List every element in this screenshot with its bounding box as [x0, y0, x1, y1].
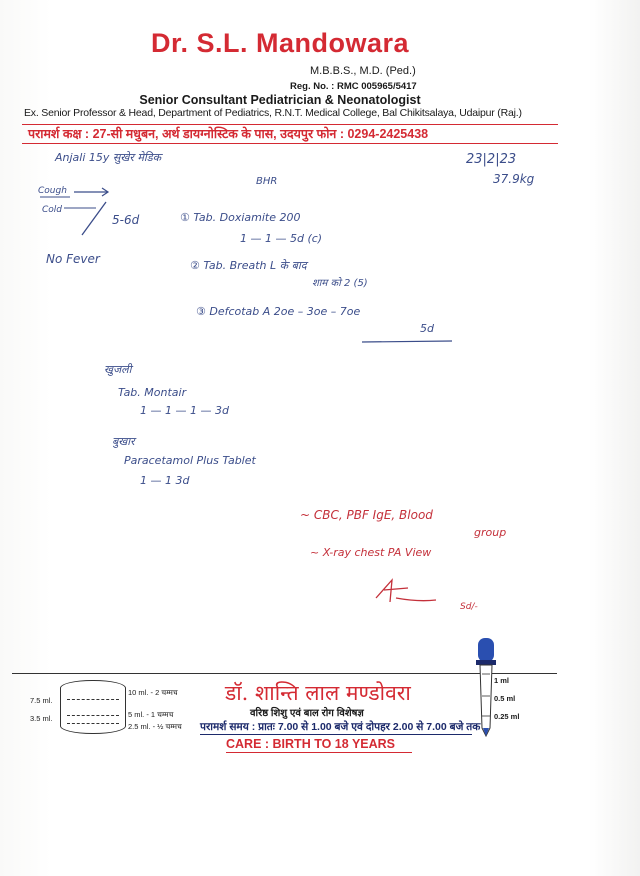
clinic-address: परामर्श कक्ष : 27-सी मधुबन, अर्थ डायग्नोस्टिक के पास, उदयपुर फोन : 0294-2425438 — [22, 124, 558, 144]
complaint-cold: Cold — [42, 205, 63, 215]
care-age-range: CARE : BIRTH TO 18 YEARS — [226, 737, 396, 751]
cup-label-10ml: 10 ml. - 2 चम्मच — [128, 688, 178, 697]
itch-label: खुजली — [104, 363, 132, 376]
footer-specialty: वरिष्ठ शिशु एवं बाल रोग विशेषज्ञ — [250, 708, 364, 719]
patient-weight: 37.9kg — [493, 172, 535, 186]
signature-text: Sd/- — [460, 602, 478, 612]
complaint-brackets — [36, 180, 156, 240]
footer-doctor-name: डॉ. शान्ति लाल मण्डोवरा — [225, 681, 411, 705]
registration-number: Reg. No. : RMC 005965/5417 — [290, 81, 417, 92]
cup-label-5ml: 5 ml. - 1 चम्मच — [128, 710, 174, 719]
doctor-specialty: Senior Consultant Pediatrician & Neonatologist — [139, 93, 421, 107]
consultation-timing: परामर्श समय : प्रातः 7.00 से 1.00 बजे एवं दोपहर 2.00 से 7.00 बजे तक — [200, 721, 481, 733]
medicine-2-dose: शाम को 2 (5) — [312, 278, 368, 289]
investigations-line-1b: group — [474, 526, 507, 539]
cup-label-3-5ml: 3.5 ml. — [30, 714, 53, 723]
signature-mark — [368, 572, 448, 612]
medicine-5-dose: 1 — 1 3d — [140, 474, 190, 487]
medicine-4-name: Tab. Montair — [118, 386, 187, 399]
visit-date: 23|2|23 — [466, 152, 517, 167]
bhr-note: BHR — [256, 176, 278, 187]
cup-label-7-5ml: 7.5 ml. — [30, 696, 53, 705]
medicine-3: ③ Defcotab A 2oe – 3oe – 7oe — [196, 305, 361, 318]
cup-label-2-5ml: 2.5 ml. - ½ चम्मच — [128, 722, 182, 731]
dropper-label-1ml: 1 ml — [494, 676, 510, 685]
medicine-2-name: ② Tab. Breath L के बाद — [190, 259, 307, 272]
complaint-duration: 5-6d — [112, 213, 140, 227]
doctor-experience: Ex. Senior Professor & Head, Department of Pediatrics, R.N.T. Medical College, Bal Chikitsalaya, Udaipur (Raj.) — [24, 107, 522, 119]
timing-underline — [200, 734, 472, 735]
care-underline — [226, 752, 412, 753]
medicine-3-underline — [360, 320, 470, 350]
complaint-cough: Cough — [38, 186, 67, 196]
dropper-label-0-25ml: 0.25 ml — [494, 712, 520, 721]
medicine-5-name: Paracetamol Plus Tablet — [124, 454, 256, 467]
medicine-1-dose: 1 — 1 — 5d (c) — [240, 232, 323, 245]
doctor-name: Dr. S.L. Mandowara — [150, 28, 410, 58]
doctor-degrees: M.B.B.S., M.D. (Ped.) — [310, 65, 416, 77]
measuring-cup-icon — [60, 680, 126, 734]
patient-line: Anjali 15y सुखेर मेडिक — [55, 151, 162, 164]
investigations-line-1: ~ CBC, PBF IgE, Blood — [300, 508, 433, 522]
medicine-4-dose: 1 — 1 — 1 — 3d — [140, 404, 229, 417]
no-fever-note: No Fever — [46, 252, 100, 266]
dropper-label-0-5ml: 0.5 ml — [494, 694, 516, 703]
medicine-1-name: ① Tab. Doxiamite 200 — [180, 211, 301, 224]
dropper-icon — [468, 636, 504, 740]
fever-label: बुखार — [112, 435, 135, 448]
investigations-line-2: ~ X-ray chest PA View — [310, 546, 432, 559]
duration-mark: 5d — [420, 322, 434, 335]
